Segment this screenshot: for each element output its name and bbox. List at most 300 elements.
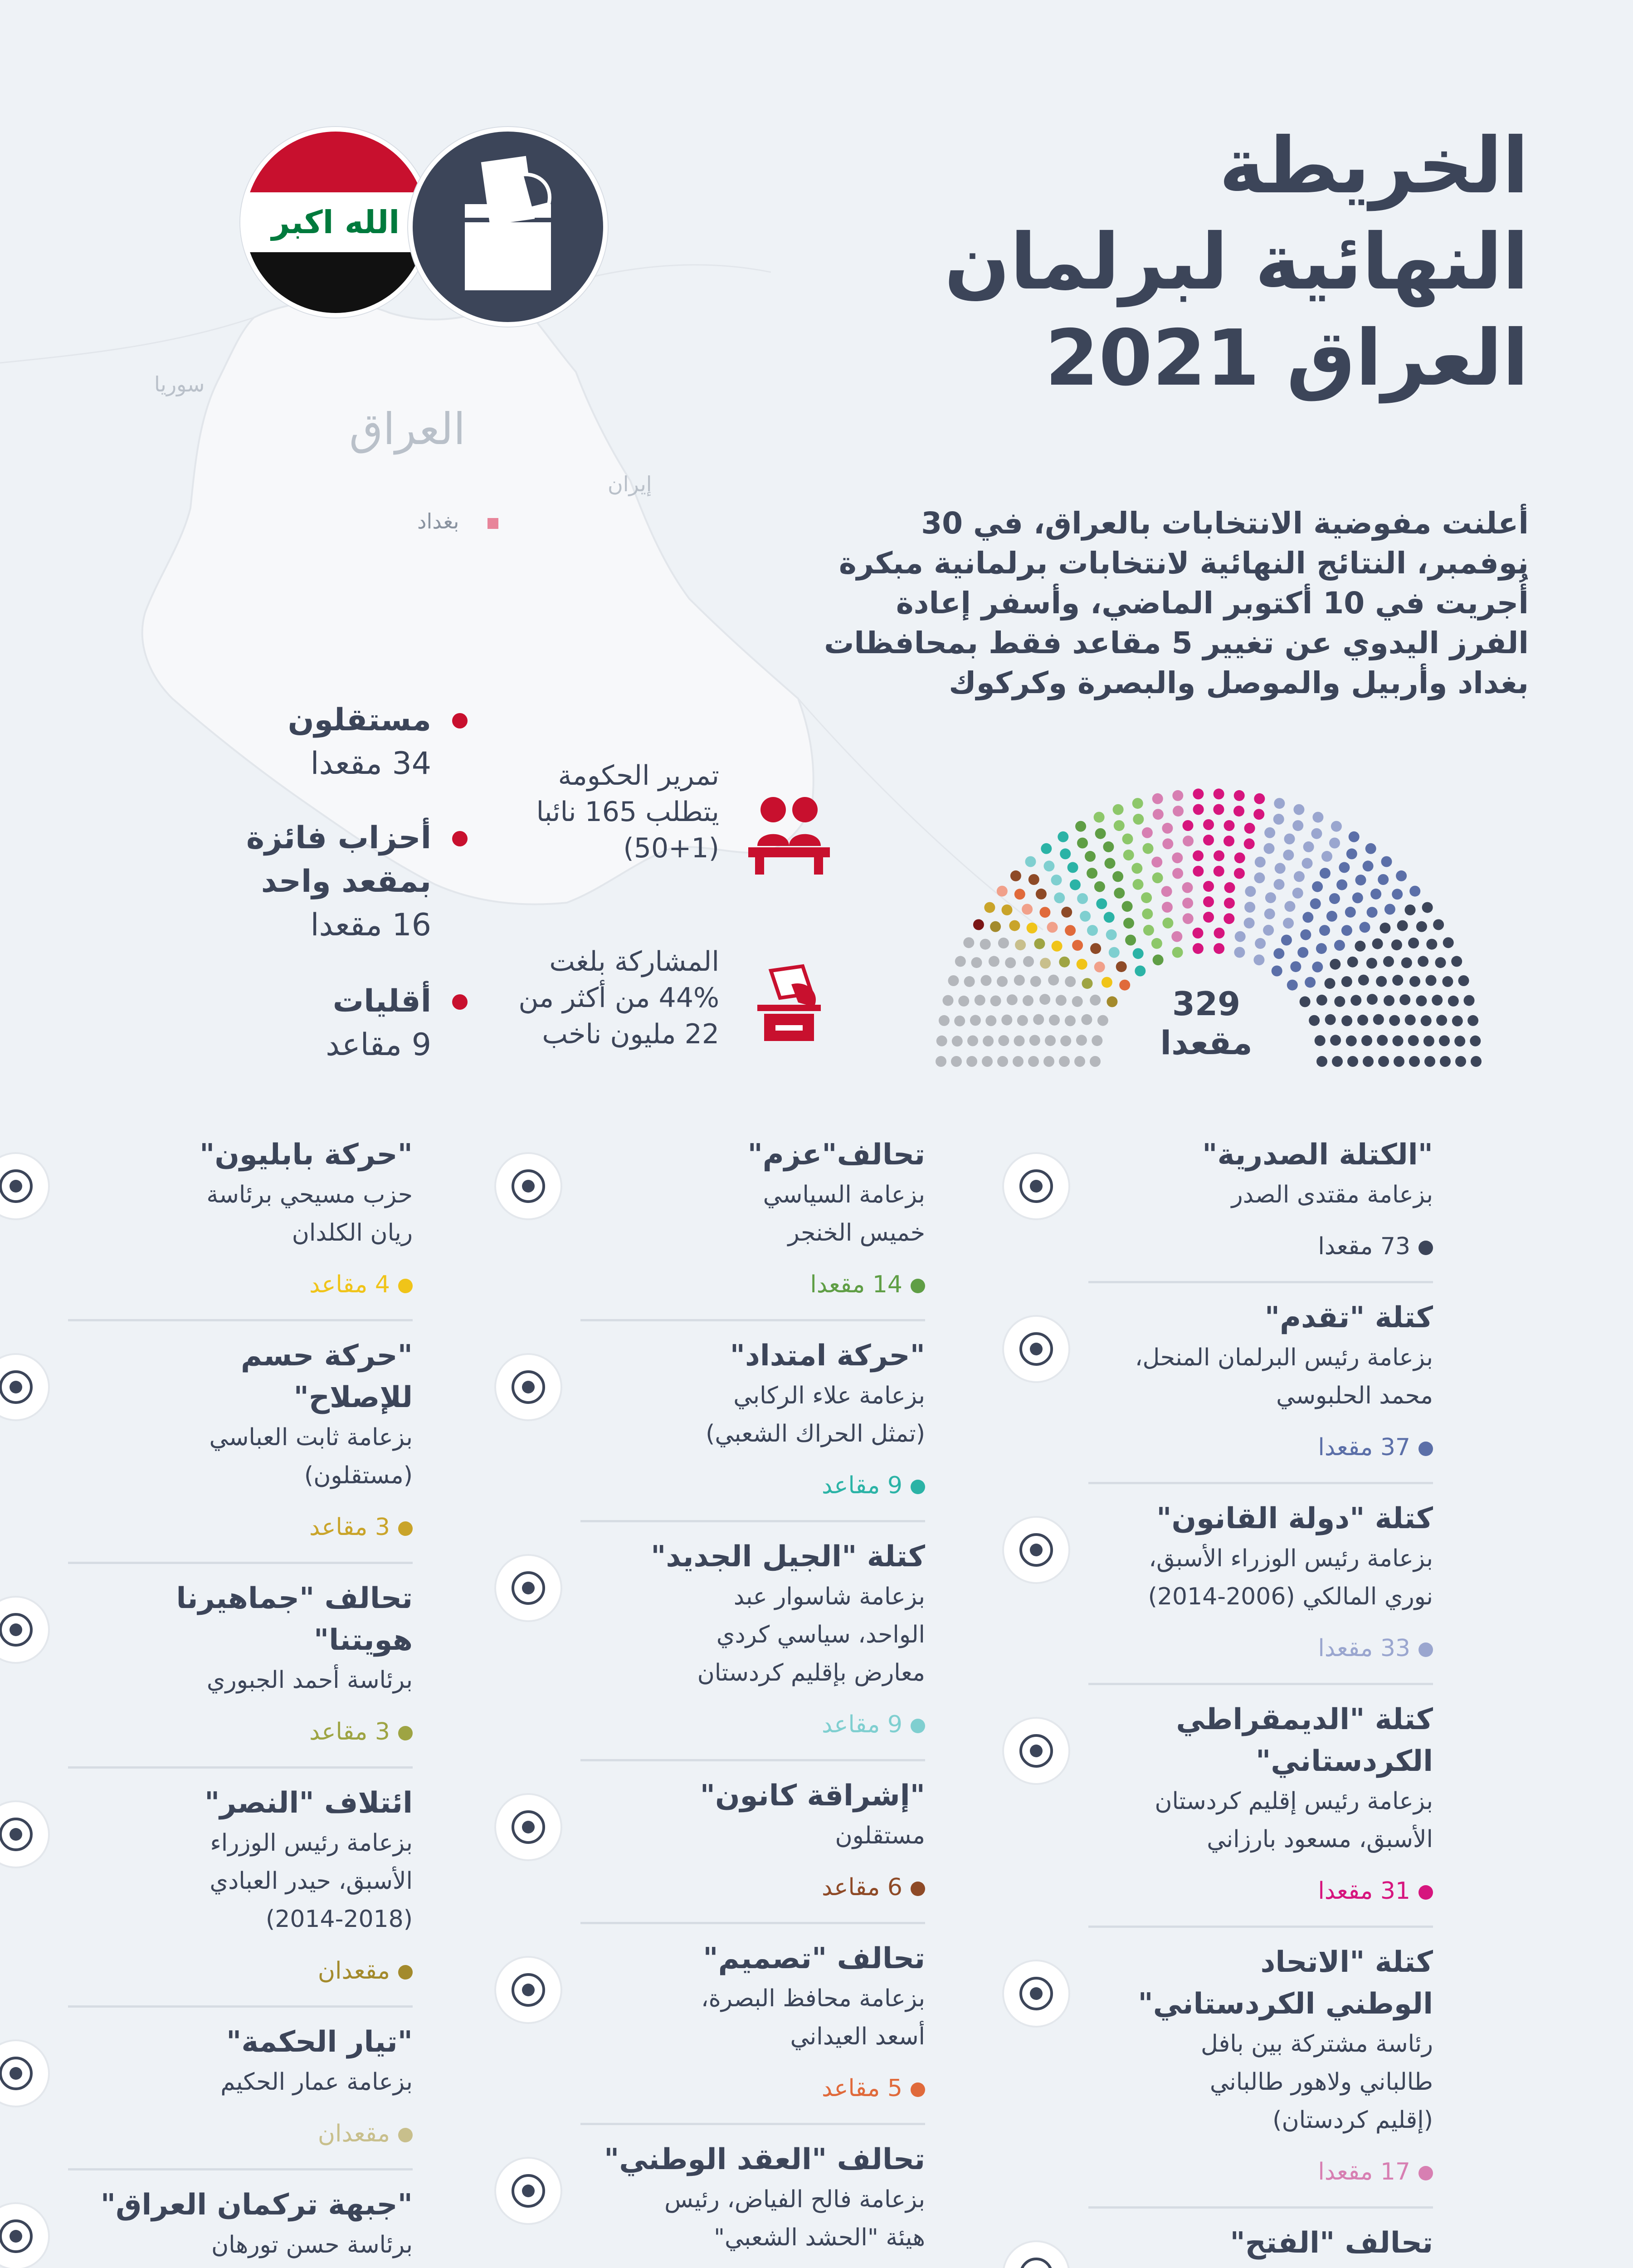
seat-dot (1113, 804, 1124, 815)
seat-dot (1377, 1035, 1388, 1046)
seat-dot (1418, 956, 1428, 967)
seat-dot (1173, 806, 1184, 816)
seat-dot (1014, 889, 1025, 899)
party-name: "إشراقة كانون" (700, 1779, 925, 1813)
seat-dot (939, 1015, 950, 1026)
seat-dot (1416, 921, 1427, 932)
seat-dot (1283, 850, 1294, 860)
seat-dot (1123, 918, 1134, 929)
seat-dot (1045, 1035, 1056, 1046)
seat-dot (1060, 1036, 1071, 1046)
seat-dot (1105, 858, 1116, 869)
seat-dot (1171, 931, 1182, 942)
party-seats (68, 1952, 413, 1990)
seat-dot (1470, 1036, 1481, 1046)
seat-dot (1075, 821, 1086, 832)
party-entry (580, 1134, 925, 1304)
seat-dot (1040, 958, 1051, 969)
seat-count: 73 مقعدا (1318, 1233, 1410, 1260)
seat-dot (1107, 996, 1117, 1007)
seat-dot (1421, 1015, 1432, 1026)
party-description: (مستقلون) (304, 1462, 413, 1489)
seat-dot (1014, 975, 1025, 986)
seat-dot (997, 976, 1008, 987)
seat-dot (1224, 836, 1234, 846)
seat-dot (1292, 820, 1303, 831)
seat-dot (1010, 870, 1021, 881)
seat-dot (1203, 896, 1214, 907)
seat-dot (1061, 907, 1072, 918)
party-description: بزعامة علاء الركابي (733, 1382, 925, 1409)
party-description: بزعامة رئيس الوزراء (210, 1829, 413, 1857)
party-entry (580, 1775, 925, 1906)
seat-count: مقعدان (317, 1957, 390, 1984)
party-seats (1088, 1629, 1433, 1667)
crescent-icon (0, 2202, 50, 2268)
seat-dot (1384, 904, 1395, 915)
seat-dot (1311, 828, 1322, 839)
seat-color-dot (911, 2082, 925, 2097)
seat-dot (1316, 995, 1327, 1006)
seat-dot (1080, 911, 1091, 922)
seat-dot (1330, 959, 1341, 970)
seat-dot (948, 975, 959, 986)
seat-color-dot (1419, 1241, 1433, 1255)
party-seats (1088, 1227, 1433, 1266)
seat-count: 3 مقاعد (309, 1514, 390, 1541)
seat-dot (1244, 838, 1255, 849)
party-description: مستقلون (835, 1822, 925, 1849)
seat-dot (1005, 958, 1016, 968)
seat-dot (1023, 956, 1034, 967)
seat-color-dot (911, 1279, 925, 1293)
seat-dot (1039, 907, 1050, 918)
seat-dot (1087, 868, 1097, 879)
seat-dot (990, 996, 1001, 1007)
seat-dot (1401, 958, 1412, 968)
seat-dot (1203, 912, 1214, 923)
party-description: بزعامة عمار الحكيم (220, 2068, 413, 2096)
seat-dot (1329, 838, 1340, 849)
seat-dot (1357, 1015, 1368, 1026)
seat-color-dot (1419, 2166, 1433, 2180)
party-description: (2014-2018) (265, 1906, 413, 1933)
ballot-box-icon (408, 127, 608, 327)
seat-dot (1082, 978, 1093, 989)
seat-dot (1436, 1015, 1447, 1026)
seat-dot (1151, 857, 1162, 868)
seat-dot (1316, 1056, 1327, 1067)
vote-box-icon (748, 962, 830, 1043)
seat-dot (1070, 880, 1081, 890)
seat-dot (1409, 1056, 1420, 1067)
party-description: هيئة "الحشد الشعبي" (714, 2224, 925, 2251)
seat-count: 33 مقعدا (1318, 1635, 1410, 1662)
seat-dot (1203, 819, 1214, 830)
party-description: الأسبق، مسعود بارزاني (1207, 1826, 1433, 1853)
seat-dot (1013, 1056, 1024, 1067)
seat-dot (1059, 957, 1070, 968)
seat-dot (1255, 938, 1266, 949)
ishraqa-logo-icon (494, 1793, 562, 1861)
party-description: الأسبق، حيدر العبادي (210, 1867, 413, 1895)
seat-dot (1072, 940, 1083, 951)
seat-dot (1102, 977, 1112, 988)
seat-dot (1036, 889, 1047, 899)
entry-divider (68, 2168, 413, 2170)
seat-dot (989, 956, 999, 967)
seat-dot (1133, 879, 1144, 890)
seat-dot (1332, 1056, 1343, 1067)
party-name: "جبهة تركمان العراق" (100, 2188, 413, 2222)
seat-dot (1376, 976, 1387, 987)
crowd-icon (0, 1596, 50, 1664)
seat-dot (981, 975, 992, 986)
party-entry (1088, 1297, 1433, 1466)
seat-dot (1331, 821, 1342, 832)
intro-line: الفرز اليدوي عن تغيير 5 مقاعد فقط بمحافظات (824, 626, 1529, 660)
seat-dot (1254, 872, 1265, 883)
seat-dot (1349, 831, 1360, 842)
map-label-country: العراق (349, 404, 466, 455)
seat-dot (1439, 1036, 1450, 1046)
seat-dot (1320, 868, 1331, 879)
party-name: هويتنا" (313, 1623, 413, 1657)
seat-dot (1234, 852, 1245, 863)
seat-dot (1442, 976, 1453, 987)
party-entry (1088, 1699, 1433, 1910)
seat-dot (1224, 882, 1235, 893)
seat-dot (1274, 798, 1285, 809)
party-name: "حركة امتداد" (730, 1339, 925, 1373)
summary-heading: بمقعد واحد (261, 864, 431, 899)
seat-dot (1072, 996, 1083, 1007)
seat-dot (954, 1016, 965, 1026)
party-name: تحالف "جماهيرنا (176, 1582, 413, 1615)
party-entry (68, 1578, 413, 1751)
seat-dot (943, 995, 954, 1006)
party-seats (580, 1706, 925, 1744)
party-entry (1088, 1941, 1433, 2191)
party-entry (1088, 1498, 1433, 1667)
puk-logo-icon (1002, 1960, 1070, 2028)
seat-dot (936, 1056, 946, 1067)
seat-dot (1193, 850, 1204, 861)
party-name: "حركة حسم (240, 1339, 413, 1373)
party-entry (580, 1938, 925, 2107)
seat-dot (990, 921, 1001, 932)
seat-dot (1193, 788, 1204, 799)
seat-dot (1095, 828, 1106, 839)
seat-dot (1405, 904, 1416, 915)
party-name: تحالف "تصميم" (703, 1942, 925, 1975)
seat-dot (1451, 956, 1462, 967)
hikma-logo-icon (0, 2039, 50, 2107)
party-seats (580, 1466, 925, 1505)
seat-dot (1152, 872, 1163, 883)
party-description: بزعامة رئيس الوزراء الأسبق، (1149, 1545, 1433, 1572)
entry-divider (580, 1319, 925, 1321)
seat-dot (1392, 889, 1403, 899)
seat-color-dot (1419, 1642, 1433, 1657)
seat-dot (1365, 843, 1376, 854)
seat-dot (1455, 1056, 1466, 1067)
party-name: كتلة "تقدم" (1264, 1301, 1433, 1334)
parties-column-left (68, 1134, 413, 2268)
seat-dot (1305, 977, 1316, 988)
seat-dot (1097, 1015, 1108, 1026)
party-entry (68, 1782, 413, 1990)
seat-dot (1001, 1015, 1012, 1026)
seat-dot (1297, 947, 1308, 958)
seat-dot (1350, 995, 1361, 1006)
seat-dot (1074, 1056, 1085, 1067)
scales-icon (1002, 1516, 1070, 1584)
seat-count: 31 مقعدا (1318, 1877, 1410, 1905)
seat-dot (1162, 838, 1173, 849)
title-line: الخريطة (1219, 121, 1529, 211)
seat-dot (1284, 901, 1295, 912)
bullet-dot (452, 831, 468, 846)
party-name: الوطني الكردستاني" (1138, 1987, 1433, 2021)
seat-count: 4 مقاعد (309, 1271, 390, 1298)
entry-divider (68, 1319, 413, 1321)
seat-dot (1300, 929, 1311, 940)
seat-dot (1213, 804, 1224, 815)
seat-dot (1203, 881, 1214, 892)
seat-dot (1244, 823, 1255, 834)
seat-dot (1325, 1014, 1336, 1025)
entry-divider (68, 1766, 413, 1769)
seat-dot (1103, 841, 1114, 852)
seat-dot (971, 957, 982, 968)
map-label-iran: إيران (608, 472, 652, 496)
flag-text: الله اكبر (245, 192, 426, 253)
seat-dot (1393, 1036, 1404, 1046)
bullet-dot (452, 994, 468, 1010)
seat-dot (1162, 918, 1173, 929)
party-seats (580, 2069, 925, 2107)
seat-dot (1094, 962, 1105, 973)
seat-dot (1143, 843, 1154, 854)
seat-dot (1426, 975, 1437, 986)
seat-color-dot (1419, 1442, 1433, 1456)
seat-dot (1294, 871, 1305, 882)
seat-dot (1224, 898, 1235, 909)
seat-count: 9 مقاعد (822, 1711, 902, 1738)
seat-dot (1416, 996, 1427, 1007)
seat-dot (1043, 860, 1054, 871)
party-description: أسعد العيداني (790, 2023, 925, 2050)
seat-dot (982, 1056, 993, 1067)
seat-dot (1094, 812, 1105, 823)
seat-dot (1112, 871, 1123, 882)
seat-dot (1153, 954, 1164, 965)
seat-dot (1316, 943, 1327, 954)
seat-dot (1234, 947, 1245, 958)
seat-dot (963, 937, 974, 948)
seat-color-dot (911, 1882, 925, 1896)
seat-dot (1361, 1035, 1372, 1046)
lightbulb-icon (494, 1554, 562, 1622)
seat-count: 17 مقعدا (1318, 2158, 1410, 2185)
seat-dot (1029, 1035, 1040, 1046)
seat-dot (1264, 909, 1275, 919)
seat-dot (1283, 918, 1294, 929)
party-name: "الكتلة الصدرية" (1202, 1138, 1433, 1172)
party-description: طالباني ولاهور طالباني (1209, 2068, 1433, 2096)
seat-dot (1076, 1035, 1087, 1046)
party-description: بزعامة رئيس البرلمان المنحل، (1135, 1344, 1433, 1371)
seat-dot (1132, 798, 1143, 809)
party-seats (68, 1713, 413, 1751)
seat-dot (1214, 943, 1224, 954)
seat-dot (1358, 975, 1369, 986)
seat-dot (1104, 912, 1115, 923)
party-description: بزعامة محافظ البصرة، (701, 1985, 925, 2012)
entry-divider (580, 1520, 925, 1522)
party-description: بزعامة مقتدى الصدر (1231, 1181, 1433, 1208)
seat-dot (1233, 806, 1244, 816)
seat-dot (1363, 1056, 1374, 1067)
seat-dot (1325, 978, 1336, 989)
seat-dot (1265, 892, 1276, 903)
seat-dot (1273, 814, 1284, 825)
seat-dot (1253, 809, 1264, 820)
seat-dot (1396, 870, 1407, 881)
entry-divider (1088, 1482, 1433, 1484)
party-entry (68, 2184, 413, 2268)
party-name: "تيار الحكمة" (226, 2025, 413, 2059)
seat-dot (967, 1036, 978, 1046)
intro-line: أعلنت مفوضية الانتخابات بالعراق، في 30 (921, 506, 1529, 541)
seat-dot (1077, 838, 1088, 849)
seat-dot (1290, 961, 1301, 972)
seat-dot (1077, 893, 1088, 904)
seat-dot (1193, 866, 1204, 877)
party-name: ائتلاف "النصر" (205, 1786, 413, 1820)
party-seats (1088, 2153, 1433, 2191)
party-description: برئاسة حسن تورهان (211, 2231, 413, 2258)
seat-dot (1339, 862, 1350, 873)
map-label-syria: سوريا (154, 372, 205, 396)
seat-dot (1065, 976, 1076, 987)
seat-dot (1405, 1015, 1416, 1026)
summary-single-seat-parties (246, 816, 431, 947)
party-entry (580, 2139, 925, 2268)
seat-dot (970, 1015, 981, 1026)
entry-divider (68, 1562, 413, 1564)
party-entry (1088, 1134, 1433, 1266)
seat-dot (998, 1035, 1009, 1046)
seat-dot (1435, 957, 1446, 968)
seat-dot (1077, 959, 1087, 970)
party-description: رئاسة مشتركة بين بافل (1200, 2030, 1433, 2058)
seat-dot (1028, 1056, 1039, 1067)
party-entry (580, 1335, 925, 1505)
seat-dot (1397, 920, 1408, 931)
seat-dot (1203, 835, 1214, 846)
seat-dot (1310, 898, 1321, 909)
seat-dot (1244, 918, 1255, 929)
seat-dot (1372, 938, 1383, 949)
seat-dot (1172, 947, 1183, 958)
iraq-flag-icon (240, 127, 431, 318)
seat-dot (1448, 996, 1459, 1007)
hasm-logo-icon (0, 1353, 50, 1421)
seat-dot (1464, 995, 1475, 1006)
seat-dot (1373, 1014, 1384, 1025)
entry-divider (68, 2005, 413, 2008)
seat-dot (952, 1036, 963, 1046)
intro-line: بغداد وأربيل والموصل والبصرة وكركوك (949, 665, 1529, 700)
seat-dot (1041, 843, 1052, 854)
seat-dot (1214, 788, 1224, 799)
party-name: الكردستاني" (1255, 1745, 1433, 1778)
party-name: كتلة "الديمقراطي (1176, 1703, 1433, 1736)
nasr-logo-icon (0, 1800, 50, 1868)
seat-dot (1009, 920, 1020, 931)
seat-dot (1133, 948, 1144, 959)
seat-dot (1346, 848, 1357, 859)
seat-dot (1284, 834, 1295, 845)
entry-divider (1088, 2206, 1433, 2209)
party-description: بزعامة فالح الفياض، رئيس (664, 2186, 925, 2213)
seat-dot (1085, 851, 1096, 862)
seat-dot (1065, 925, 1076, 936)
seat-dot (1060, 848, 1071, 859)
sadrist-logo-icon (1002, 1152, 1070, 1220)
title-line: النهائية لبرلمان (944, 217, 1529, 307)
seat-dot (1345, 907, 1356, 918)
seat-dot (1056, 995, 1067, 1006)
party-description: معارض بإقليم كردستان (697, 1659, 925, 1686)
seat-dot (1022, 904, 1033, 915)
seat-color-dot (911, 1719, 925, 1733)
seat-dot (985, 1015, 996, 1026)
summary-seats: 9 مقاعد (326, 1027, 431, 1063)
seat-dot (1087, 925, 1098, 936)
party-description: الواحد، سياسي كردي (716, 1621, 925, 1648)
seat-dot (1029, 874, 1039, 885)
seat-dot (1389, 1015, 1400, 1026)
party-name: تحالف"عزم" (747, 1138, 925, 1172)
seat-dot (1151, 938, 1162, 949)
seat-dot (1017, 1015, 1028, 1026)
entry-divider (580, 1759, 925, 1761)
summary-heading: أقليات (332, 983, 431, 1019)
seat-dot (1033, 1014, 1044, 1025)
seat-dot (1094, 881, 1105, 892)
seat-dot (1423, 1036, 1434, 1046)
seat-color-dot (398, 1279, 413, 1293)
party-name: كتلة "الجيل الجديد" (651, 1540, 925, 1574)
seat-dot (1409, 886, 1420, 897)
seat-dot (1330, 1035, 1341, 1046)
seat-dot (1467, 1015, 1478, 1026)
seat-dot (1392, 975, 1403, 986)
seat-dot (1384, 995, 1394, 1006)
seat-dot (1025, 856, 1036, 867)
seat-dot (1090, 943, 1101, 954)
party-description: بزعامة ثابت العباسي (209, 1424, 413, 1451)
seat-count: 6 مقاعد (822, 1874, 902, 1901)
seat-dot (1326, 911, 1337, 922)
bullet-dot (452, 713, 468, 728)
party-seats (580, 1868, 925, 1906)
seat-dot (1319, 925, 1330, 936)
entry-divider (580, 2123, 925, 2125)
